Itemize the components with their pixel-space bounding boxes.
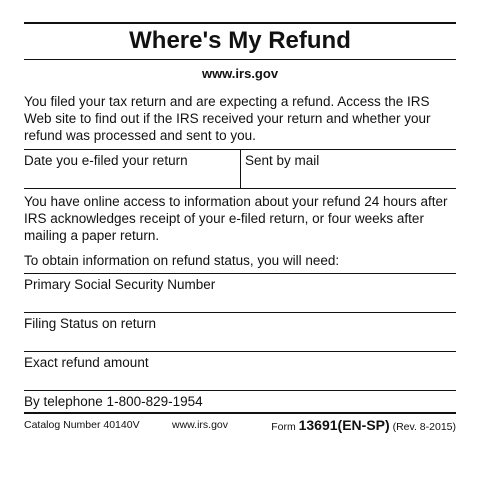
form-identifier — [271, 415, 456, 437]
access-info-paragraph: You have online access to information about your refund 24 hours after IRS acknowledges receipt of your e-filed return, or four weeks after mailing a paper return. — [24, 194, 448, 243]
mailed-date-label: Sent by mail — [245, 153, 320, 168]
catalog-number: Catalog Number 40140V — [24, 419, 140, 431]
efiled-date-label: Date you e-filed your return — [24, 153, 188, 168]
website-url: www.irs.gov — [201, 66, 279, 81]
form-number: 13691(EN-SP) — [298, 417, 390, 433]
refund-amount-field[interactable] — [24, 352, 456, 390]
efiled-date-field[interactable] — [24, 150, 241, 188]
form-prefix: Form — [271, 421, 296, 433]
ssn-field[interactable] — [24, 274, 456, 312]
telephone-line: By telephone 1-800-829-1954 — [24, 394, 203, 409]
filing-status-field[interactable] — [24, 313, 456, 351]
requirements-intro: To obtain information on refund status, you will need: — [24, 253, 340, 268]
refund-card — [24, 22, 456, 434]
filing-status-label: Filing Status on return — [24, 316, 157, 331]
intro-paragraph: You filed your tax return and are expecting a refund. Access the IRS Web site to find out if the IRS received your return and whether your refund was processed and sent to you. — [24, 94, 431, 143]
refund-amount-label: Exact refund amount — [24, 355, 149, 370]
footer — [24, 414, 456, 434]
footer-url: www.irs.gov — [172, 419, 229, 431]
date-row — [24, 150, 456, 188]
mailed-date-field[interactable] — [241, 150, 456, 188]
ssn-label: Primary Social Security Number — [24, 277, 216, 292]
form-revision: (Rev. 8-2015) — [392, 421, 456, 433]
page-title: Where's My Refund — [129, 27, 351, 54]
